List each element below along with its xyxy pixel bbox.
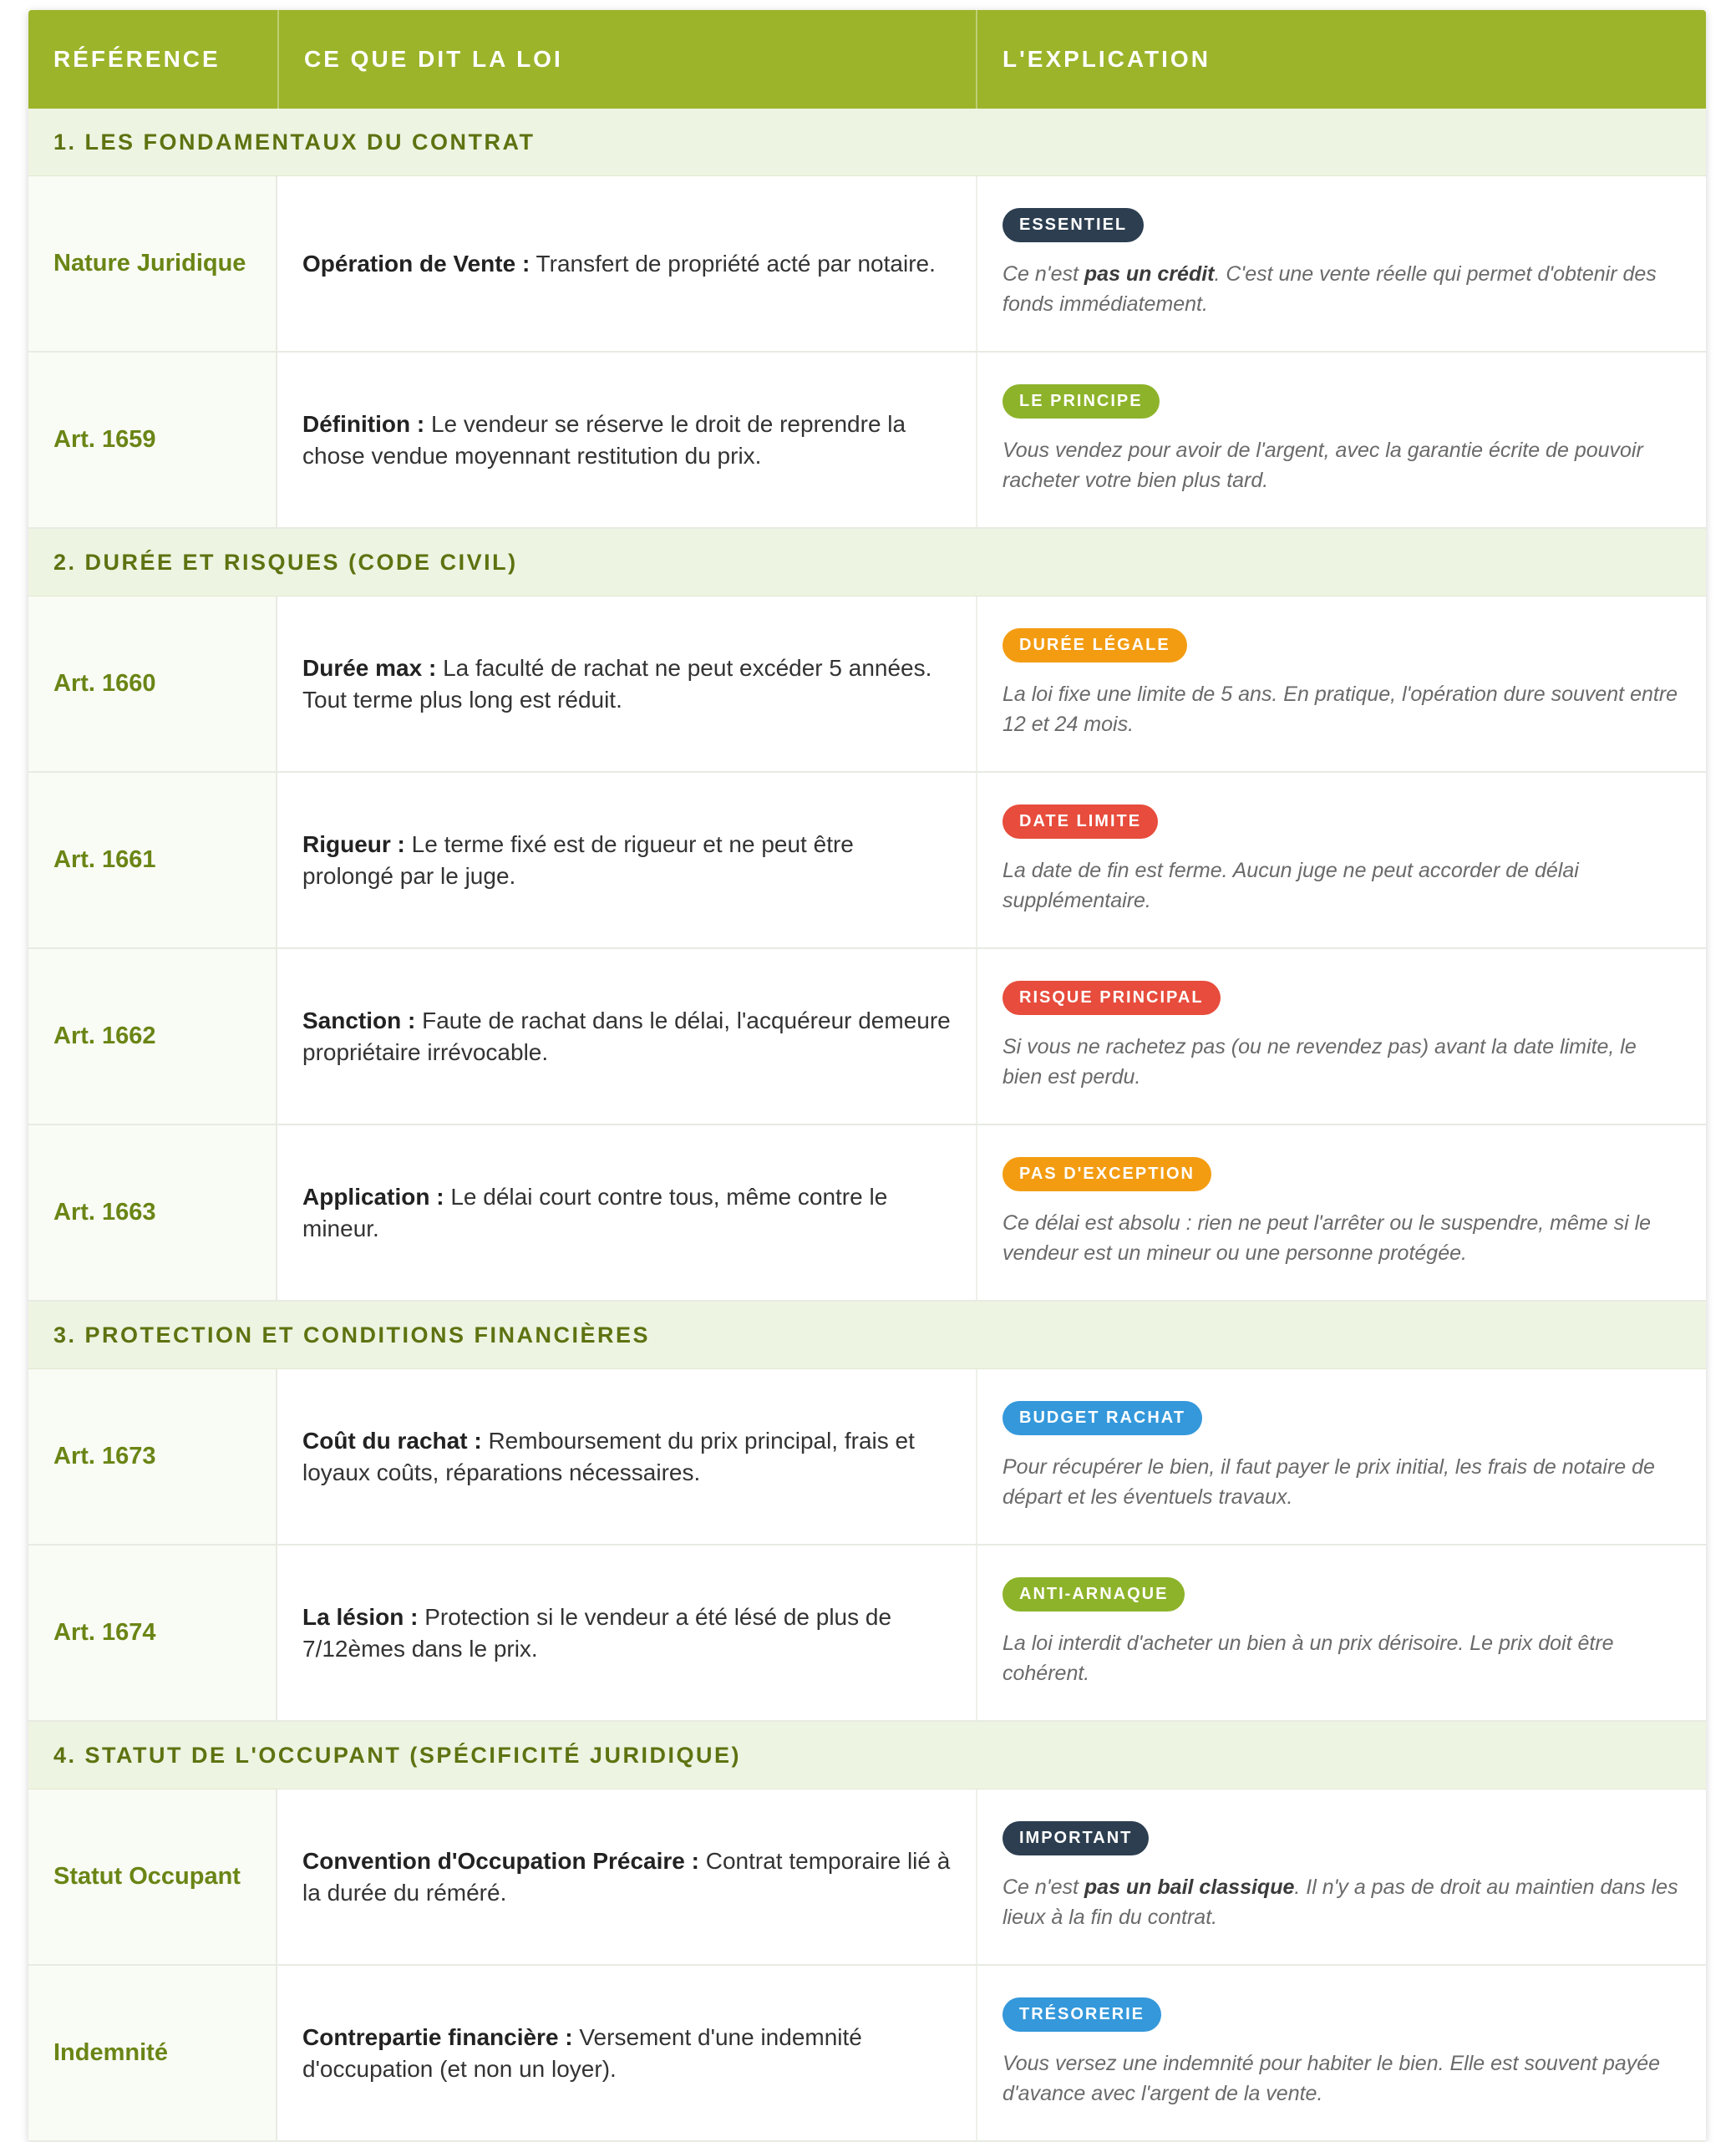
table-row (28, 949, 1706, 1125)
explanation-text (1003, 1032, 1681, 1092)
reference-cell: Indemnité (28, 1966, 277, 2140)
header-reference: RÉFÉRENCE (53, 46, 221, 72)
reference-cell: Art. 1663 (28, 1125, 277, 1300)
table-row (28, 176, 1706, 353)
explanation-text (1003, 679, 1681, 739)
explanation-cell (976, 1966, 1706, 2140)
explanation-text (1003, 259, 1681, 319)
category-badge: RISQUE PRINCIPAL (1003, 981, 1221, 1015)
law-term: Sanction : (302, 1007, 416, 1033)
category-badge: DATE LIMITE (1003, 805, 1158, 839)
law-text: Protection si le vendeur a été lésé de plus de 7/12èmes dans le prix. (302, 1603, 892, 1662)
law-term: Durée max : (302, 654, 437, 681)
reference-cell: Art. 1674 (28, 1546, 277, 1720)
explanation-cell (976, 353, 1706, 527)
explanation-emphasis: pas un crédit (1084, 262, 1215, 286)
category-badge: ESSENTIEL (1003, 208, 1144, 242)
law-text: Versement d'une indemnité d'occupation (et non un loyer). (302, 2023, 862, 2082)
category-badge: IMPORTANT (1003, 1821, 1149, 1855)
explanation-text (1003, 1628, 1681, 1688)
law-cell (277, 1966, 976, 2140)
table-row (28, 1125, 1706, 1302)
explanation-cell (976, 596, 1706, 771)
explanation-cell (976, 949, 1706, 1124)
law-text: Le vendeur se réserve le droit de reprendre la chose vendue moyennant restitution du prix. (302, 410, 906, 469)
law-term: Application : (302, 1183, 444, 1210)
law-term: Convention d'Occupation Précaire : (302, 1847, 699, 1874)
law-cell (277, 1789, 976, 1964)
reference-cell: Art. 1660 (28, 596, 277, 771)
table-row (28, 1966, 1706, 2142)
table-row (28, 596, 1706, 773)
law-text: Le délai court contre tous, même contre le mineur. (302, 1183, 888, 1241)
explanation-cell (976, 1546, 1706, 1720)
explanation-pre: La date de fin est ferme. Aucun juge ne peut accorder de délai supplémentaire. (1003, 859, 1579, 912)
law-cell (277, 176, 976, 351)
explanation-cell (976, 176, 1706, 351)
category-badge: ANTI-ARNAQUE (1003, 1577, 1185, 1612)
category-badge: DURÉE LÉGALE (1003, 628, 1187, 662)
header-law: CE QUE DIT LA LOI (277, 10, 976, 109)
law-cell (277, 353, 976, 527)
law-term: Contrepartie financière : (302, 2023, 573, 2050)
reference-cell: Art. 1661 (28, 773, 277, 947)
law-cell (277, 596, 976, 771)
law-text: Le terme fixé est de rigueur et ne peut être prolongé par le juge. (302, 830, 854, 889)
table-header (28, 10, 1706, 109)
law-term: La lésion : (302, 1603, 419, 1630)
reference-cell: Art. 1673 (28, 1369, 277, 1544)
explanation-text (1003, 1208, 1681, 1268)
section-title: 4. STATUT DE L'OCCUPANT (SPÉCIFICITÉ JURIDIQUE) (28, 1722, 1706, 1789)
law-cell (277, 773, 976, 947)
explanation-emphasis: pas un bail classique (1084, 1876, 1295, 1899)
legal-reference-table (28, 10, 1706, 2142)
explanation-pre: Ce délai est absolu : rien ne peut l'arrêter ou le suspendre, même si le vendeur est un mineur ou une personne protégée. (1003, 1211, 1652, 1265)
law-term: Opération de Vente : (302, 250, 530, 277)
law-cell (277, 949, 976, 1124)
explanation-pre: Ce n'est (1003, 1876, 1084, 1899)
category-badge: TRÉSORERIE (1003, 1997, 1161, 2032)
law-text: Contrat temporaire lié à la durée du réméré. (302, 1847, 951, 1906)
explanation-text (1003, 435, 1681, 495)
law-term: Rigueur : (302, 830, 405, 857)
section-title: 1. LES FONDAMENTAUX DU CONTRAT (28, 109, 1706, 176)
law-term: Coût du rachat : (302, 1427, 482, 1454)
explanation-pre: La loi interdit d'acheter un bien à un prix dérisoire. Le prix doit être cohérent. (1003, 1632, 1614, 1685)
explanation-pre: Si vous ne rachetez pas (ou ne revendez pas) avant la date limite, le bien est perdu. (1003, 1035, 1637, 1089)
table-row (28, 1546, 1706, 1722)
explanation-pre: Ce n'est (1003, 262, 1084, 286)
category-badge: LE PRINCIPE (1003, 384, 1160, 419)
explanation-cell (976, 1789, 1706, 1964)
explanation-text (1003, 1872, 1681, 1932)
law-cell (277, 1546, 976, 1720)
explanation-text (1003, 2048, 1681, 2109)
category-badge: PAS D'EXCEPTION (1003, 1157, 1211, 1191)
category-badge: BUDGET RACHAT (1003, 1401, 1202, 1435)
header-explanation: L'EXPLICATION (976, 10, 1706, 109)
explanation-pre: Pour récupérer le bien, il faut payer le prix initial, les frais de notaire de départ et les éventuels travaux. (1003, 1455, 1655, 1509)
explanation-text (1003, 1452, 1681, 1512)
table-row (28, 773, 1706, 949)
explanation-pre: Vous vendez pour avoir de l'argent, avec la garantie écrite de pouvoir racheter votre bien plus tard. (1003, 439, 1643, 492)
explanation-cell (976, 773, 1706, 947)
explanation-post: . Il n'y a pas de droit au maintien dans les lieux à la fin du contrat. (1003, 1876, 1678, 1929)
explanation-pre: La loi fixe une limite de 5 ans. En pratique, l'opération dure souvent entre 12 et 24 mois. (1003, 683, 1678, 736)
reference-cell: Art. 1662 (28, 949, 277, 1124)
explanation-text (1003, 855, 1681, 916)
reference-cell: Nature Juridique (28, 176, 277, 351)
law-text: Faute de rachat dans le délai, l'acquéreur demeure propriétaire irrévocable. (302, 1007, 951, 1065)
law-cell (277, 1125, 976, 1300)
law-text: Remboursement du prix principal, frais et loyaux coûts, réparations nécessaires. (302, 1427, 915, 1485)
law-term: Définition : (302, 410, 425, 437)
table-body (28, 109, 1706, 2142)
section-title: 2. DURÉE ET RISQUES (CODE CIVIL) (28, 529, 1706, 596)
section-title: 3. PROTECTION ET CONDITIONS FINANCIÈRES (28, 1302, 1706, 1369)
law-text: La faculté de rachat ne peut excéder 5 années. Tout terme plus long est réduit. (302, 654, 932, 713)
table-row (28, 1789, 1706, 1966)
reference-cell: Art. 1659 (28, 353, 277, 527)
explanation-cell (976, 1369, 1706, 1544)
explanation-cell (976, 1125, 1706, 1300)
law-cell (277, 1369, 976, 1544)
table-row (28, 353, 1706, 529)
table-row (28, 1369, 1706, 1546)
reference-cell: Statut Occupant (28, 1789, 277, 1964)
explanation-post: . C'est une vente réelle qui permet d'obtenir des fonds immédiatement. (1003, 262, 1657, 316)
explanation-pre: Vous versez une indemnité pour habiter le bien. Elle est souvent payée d'avance avec l'argent de la vente. (1003, 2052, 1661, 2105)
law-text: Transfert de propriété acté par notaire. (530, 250, 936, 277)
